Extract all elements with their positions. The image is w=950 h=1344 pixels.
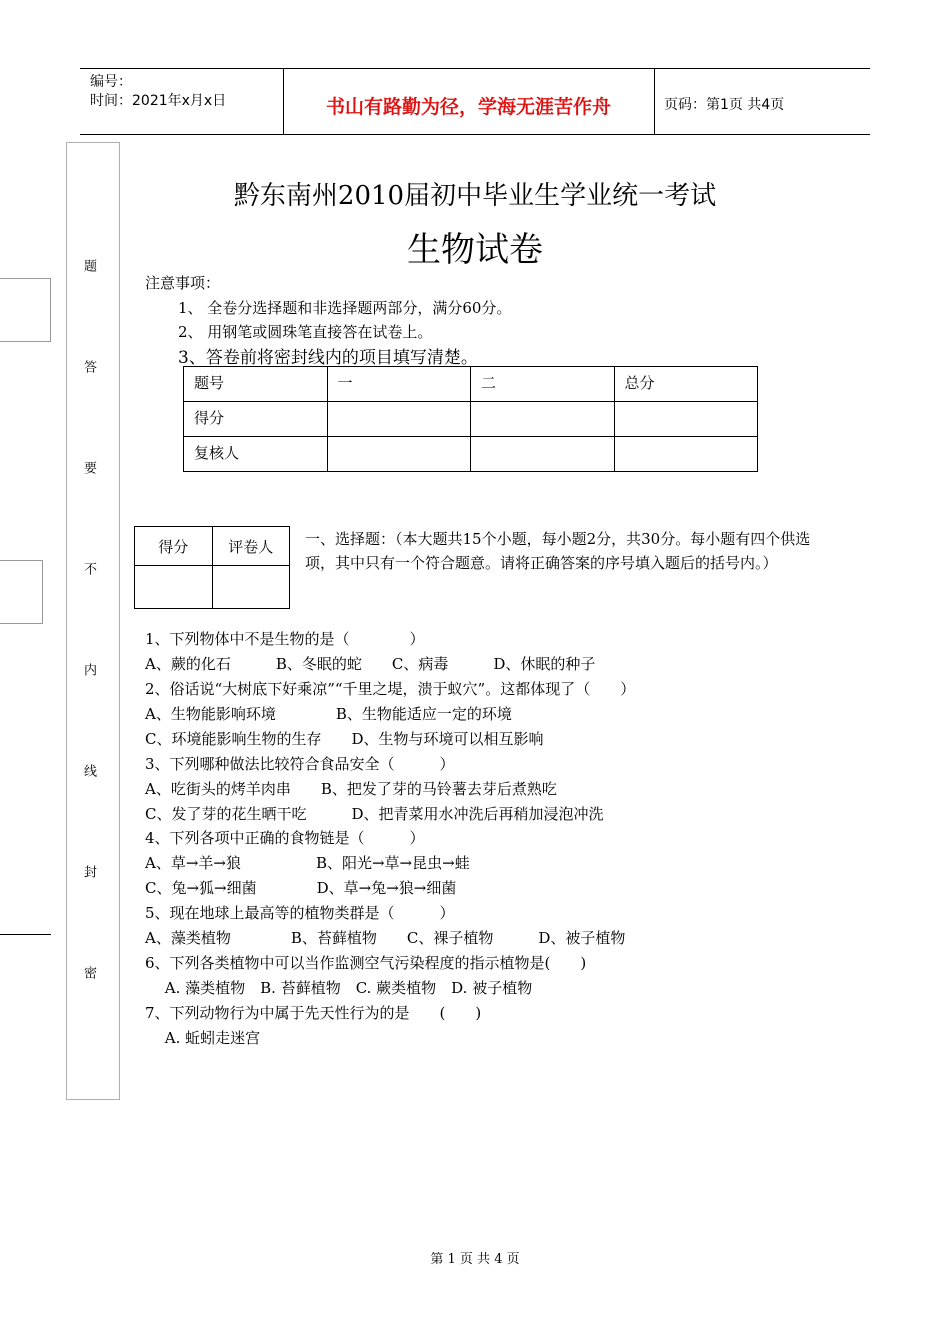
- notice-item: 1、 全卷分选择题和非选择题两部分，满分60分。: [178, 299, 512, 317]
- table-cell: 题号: [184, 367, 328, 402]
- table-cell[interactable]: [327, 437, 471, 472]
- binding-char: 不: [81, 562, 96, 575]
- binding-char: 密: [81, 966, 96, 979]
- table-row: [184, 402, 758, 437]
- question-line: A、草→羊→狼 B、阳光→草→昆虫→蛙: [145, 854, 470, 872]
- motto: 书山有路勤为径，学海无涯苦作舟: [325, 96, 611, 118]
- notice-heading: 注意事项：: [145, 274, 221, 292]
- exam-subject-title: 生物试卷: [407, 230, 543, 270]
- table-cell[interactable]: [614, 437, 758, 472]
- table-row: [135, 527, 290, 566]
- table-cell[interactable]: [135, 566, 213, 609]
- question-line: 1、下列物体中不是生物的是（ ）: [145, 630, 425, 648]
- side-box-upper: [0, 278, 51, 342]
- table-cell: 总分: [614, 367, 758, 402]
- question-line: C、兔→狐→细菌 D、草→兔→狼→细菌: [145, 879, 457, 897]
- side-rule: [0, 934, 51, 935]
- question-line: 6、下列各类植物中可以当作监测空气污染程度的指示植物是( ): [145, 954, 587, 972]
- table-row: [184, 437, 758, 472]
- binding-char: 要: [81, 461, 96, 474]
- table-cell: 二: [471, 367, 615, 402]
- question-line: 3、下列哪种做法比较符合食品安全（ ）: [145, 755, 455, 773]
- exam-title: 黔东南州2010届初中毕业生学业统一考试: [233, 181, 717, 211]
- serial-label: 编号：: [90, 74, 132, 90]
- question-line: A、藻类植物 B、苔藓植物 C、裸子植物 D、被子植物: [145, 929, 626, 947]
- table-cell[interactable]: [471, 437, 615, 472]
- grader-table: [134, 526, 290, 609]
- table-cell: 得分: [184, 402, 328, 437]
- binding-char: 封: [81, 865, 96, 878]
- question-line: 7、下列动物行为中属于先天性行为的是 ( ): [145, 1004, 482, 1022]
- table-cell: 一: [327, 367, 471, 402]
- question-line: 4、下列各项中正确的食物链是（ ）: [145, 829, 425, 847]
- table-row: [184, 367, 758, 402]
- notice-item: 3、答卷前将密封线内的项目填写清楚。: [178, 348, 478, 368]
- question-line: A、蕨的化石 B、冬眠的蛇 C、病毒 D、休眠的种子: [145, 655, 596, 673]
- table-cell[interactable]: [212, 566, 290, 609]
- table-header: 评卷人: [212, 527, 290, 566]
- page-info: 页码：第1页 共4页: [664, 97, 785, 113]
- table-cell[interactable]: [327, 402, 471, 437]
- binding-char: 内: [81, 663, 96, 676]
- table-header: 得分: [135, 527, 213, 566]
- binding-strip: [66, 142, 120, 1100]
- question-line: A、吃街头的烤羊肉串 B、把发了芽的马铃薯去芽后煮熟吃: [145, 780, 557, 798]
- question-line: C、环境能影响生物的生存 D、生物与环境可以相互影响: [145, 730, 544, 748]
- time-label: 时间：2021年x月x日: [90, 93, 227, 109]
- header-bottom-rule: [80, 134, 870, 135]
- side-box-lower: [0, 560, 43, 624]
- question-line: A. 藻类植物 B. 苔藓植物 C. 蕨类植物 D. 被子植物: [145, 979, 533, 997]
- question-line: A. 蚯蚓走迷宫: [145, 1029, 261, 1047]
- question-line: C、发了芽的花生晒干吃 D、把青菜用水冲洗后再稍加浸泡冲洗: [145, 805, 604, 823]
- question-line: A、生物能影响环境 B、生物能适应一定的环境: [145, 705, 512, 723]
- table-row: [135, 566, 290, 609]
- table-cell: 复核人: [184, 437, 328, 472]
- table-cell[interactable]: [614, 402, 758, 437]
- question-line: 2、俗话说“大树底下好乘凉”“千里之堤，溃于蚁穴”。这都体现了（ ）: [145, 680, 636, 698]
- header-divider-right: [654, 68, 655, 135]
- table-cell[interactable]: [471, 402, 615, 437]
- notice-item: 2、 用钢笔或圆珠笔直接答在试卷上。: [178, 323, 433, 341]
- binding-char: 线: [81, 764, 96, 777]
- page-footer: 第 1 页 共 4 页: [430, 1252, 520, 1267]
- question-line: 5、现在地球上最高等的植物类群是（ ）: [145, 904, 455, 922]
- binding-char: 题: [81, 259, 96, 272]
- section-intro: 一、选择题：（本大题共15个小题，每小题2分，共30分。每小题有四个供选项，其中只有一个符合题意。请将正确答案的序号填入题后的括号内。）: [305, 530, 811, 572]
- binding-char: 答: [81, 360, 96, 373]
- header-top-rule: [80, 68, 870, 69]
- score-table: [183, 366, 758, 472]
